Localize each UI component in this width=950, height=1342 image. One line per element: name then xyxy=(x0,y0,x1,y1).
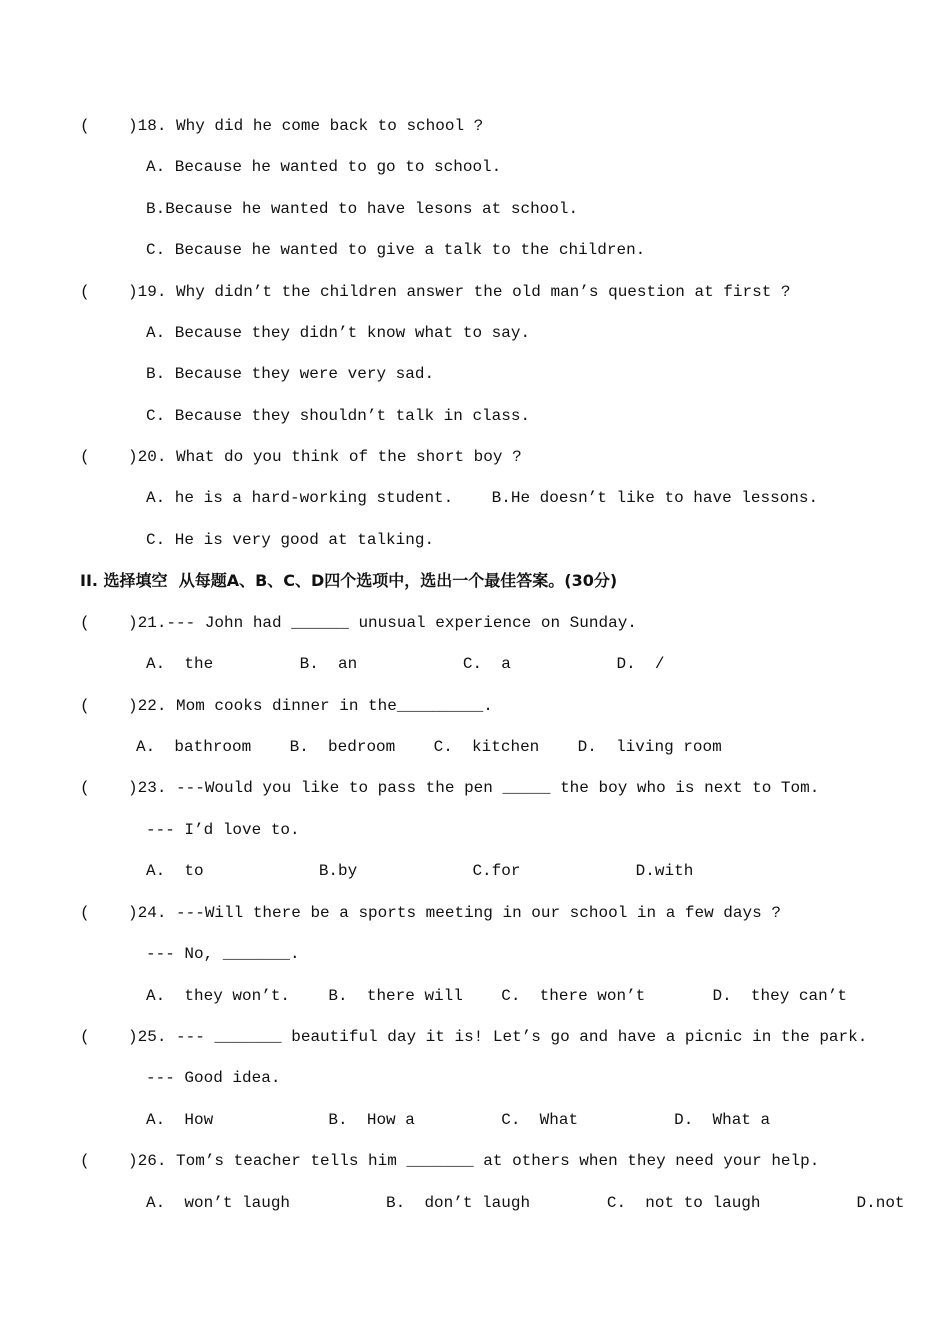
question-24-stem: ( )24. ---Will there be a sports meeting in our school in a few days ? xyxy=(80,904,781,922)
question-20-stem: ( )20. What do you think of the short boy ? xyxy=(80,448,522,466)
question-21-stem: ( )21.--- John had ______ unusual experience on Sunday. xyxy=(80,614,637,632)
question-21-options: A. the B. an C. a D. / xyxy=(146,655,665,673)
question-26-options: A. won’t laugh B. don’t laugh C. not to laugh D.not xyxy=(146,1194,905,1212)
question-19-stem: ( )19. Why didn’t the children answer the old man’s question at first ? xyxy=(80,283,791,301)
question-20-options-ab: A. he is a hard-working student. B.He doesn’t like to have lessons. xyxy=(146,489,819,507)
question-19-option-b: B. Because they were very sad. xyxy=(146,365,435,383)
question-18-option-a: A. Because he wanted to go to school. xyxy=(146,158,502,176)
question-18-option-b: B.Because he wanted to have lesons at school. xyxy=(146,200,579,218)
question-19-option-a: A. Because they didn’t know what to say. xyxy=(146,324,531,342)
question-19-option-c: C. Because they shouldn’t talk in class. xyxy=(146,407,531,425)
question-25-stem: ( )25. --- _______ beautiful day it is! Let’s go and have a picnic in the park. xyxy=(80,1028,868,1046)
question-24-options: A. they won’t. B. there will C. there won’t D. they can’t xyxy=(146,987,847,1005)
question-26-stem: ( )26. Tom’s teacher tells him _______ at others when they need your help. xyxy=(80,1152,820,1170)
section-2-heading: II. 选择填空 从每题A、B、C、D四个选项中，选出一个最佳答案。(30分) xyxy=(80,571,618,590)
question-24-reply: --- No, _______. xyxy=(146,945,300,963)
question-25-options: A. How B. How a C. What D. What a xyxy=(146,1111,771,1129)
question-22-stem: ( )22. Mom cooks dinner in the_________. xyxy=(80,697,493,715)
question-20-option-c: C. He is very good at talking. xyxy=(146,531,435,549)
question-22-options: A. bathroom B. bedroom C. kitchen D. living room xyxy=(136,738,722,756)
question-23-reply: --- I’d love to. xyxy=(146,821,300,839)
question-18-stem: ( )18. Why did he come back to school ? xyxy=(80,117,484,135)
question-25-reply: --- Good idea. xyxy=(146,1069,281,1087)
question-23-options: A. to B.by C.for D.with xyxy=(146,862,694,880)
question-18-option-c: C. Because he wanted to give a talk to the children. xyxy=(146,241,646,259)
question-23-stem: ( )23. ---Would you like to pass the pen _____ the boy who is next to Tom. xyxy=(80,779,820,797)
